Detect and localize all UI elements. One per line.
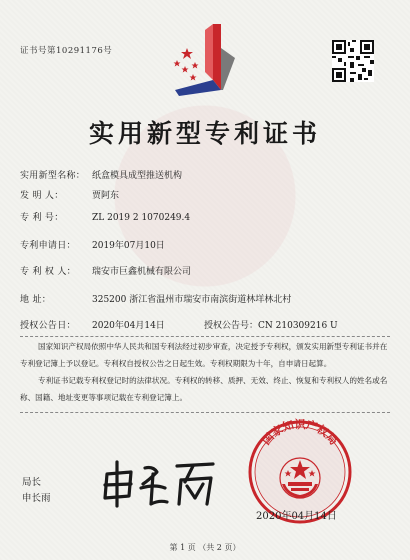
qr-code-icon: [332, 40, 374, 82]
body-paragraph-2: 专利证书记载专利权登记时的法律状况。专利权的转移、质押、无效、终止、恢复和专利权人的姓名或名称、国籍、地址变更等事项记载在专利登记簿上。: [20, 376, 388, 402]
seal-text: 国家知识产权局: [259, 418, 341, 448]
field-label: 发 明 人：: [20, 191, 64, 201]
grant-row: [20, 318, 338, 331]
page-footer: 第 1 页 （共 2 页）: [169, 543, 241, 552]
signatory-name: 申长雨: [22, 493, 51, 504]
field-value: 瑞安市巨鑫机械有限公司: [92, 267, 192, 277]
announcement-label: 授权公告号：: [204, 321, 259, 331]
page-title: 实用新型专利证书: [88, 119, 321, 148]
grant-date-label: 授权公告日：: [20, 321, 76, 331]
announcement-number: CN 210309216 U: [258, 321, 338, 331]
field-patent-number: [20, 210, 190, 223]
field-label: 专 利 号：: [20, 213, 64, 223]
handwritten-signature-icon: [95, 458, 220, 508]
signatory-title: 局长: [22, 477, 42, 488]
field-label: 地 址：: [20, 295, 52, 305]
field-value: ZL 2019 2 1070249.4: [92, 213, 191, 223]
field-value: 2019年07月10日: [92, 241, 165, 251]
field-label: 实用新型名称：: [20, 171, 86, 181]
field-label: 专利申请日：: [20, 241, 76, 251]
field-value: 纸盒模具成型推送机构: [92, 171, 183, 181]
seal-date: 2020年04月14日: [256, 511, 337, 522]
field-label: 专 利 权 人：: [20, 267, 76, 277]
field-address: [20, 292, 291, 305]
field-inventor: [20, 188, 119, 201]
field-utility-model-name: [20, 168, 182, 181]
field-value: 贾阿东: [92, 191, 120, 201]
field-patentee: [20, 264, 191, 277]
body-paragraph-1: 国家知识产权局依照中华人民共和国专利法经过初步审查，决定授予专利权，颁发实用新型专利证书并在专利登记簿上予以登记。专利权自授权公告之日起生效。专利权期限为十年，自申请日起算。: [20, 342, 388, 368]
divider: [20, 336, 390, 337]
divider: [20, 412, 390, 413]
grant-date: 2020年04月14日: [92, 321, 165, 331]
field-application-date: [20, 238, 165, 251]
field-value: 325200 浙江省温州市瑞安市南滨街道林垟林北村: [92, 295, 292, 305]
cnipa-logo-icon: [165, 20, 245, 106]
certificate-number: 证书号第10291176号: [20, 46, 113, 56]
